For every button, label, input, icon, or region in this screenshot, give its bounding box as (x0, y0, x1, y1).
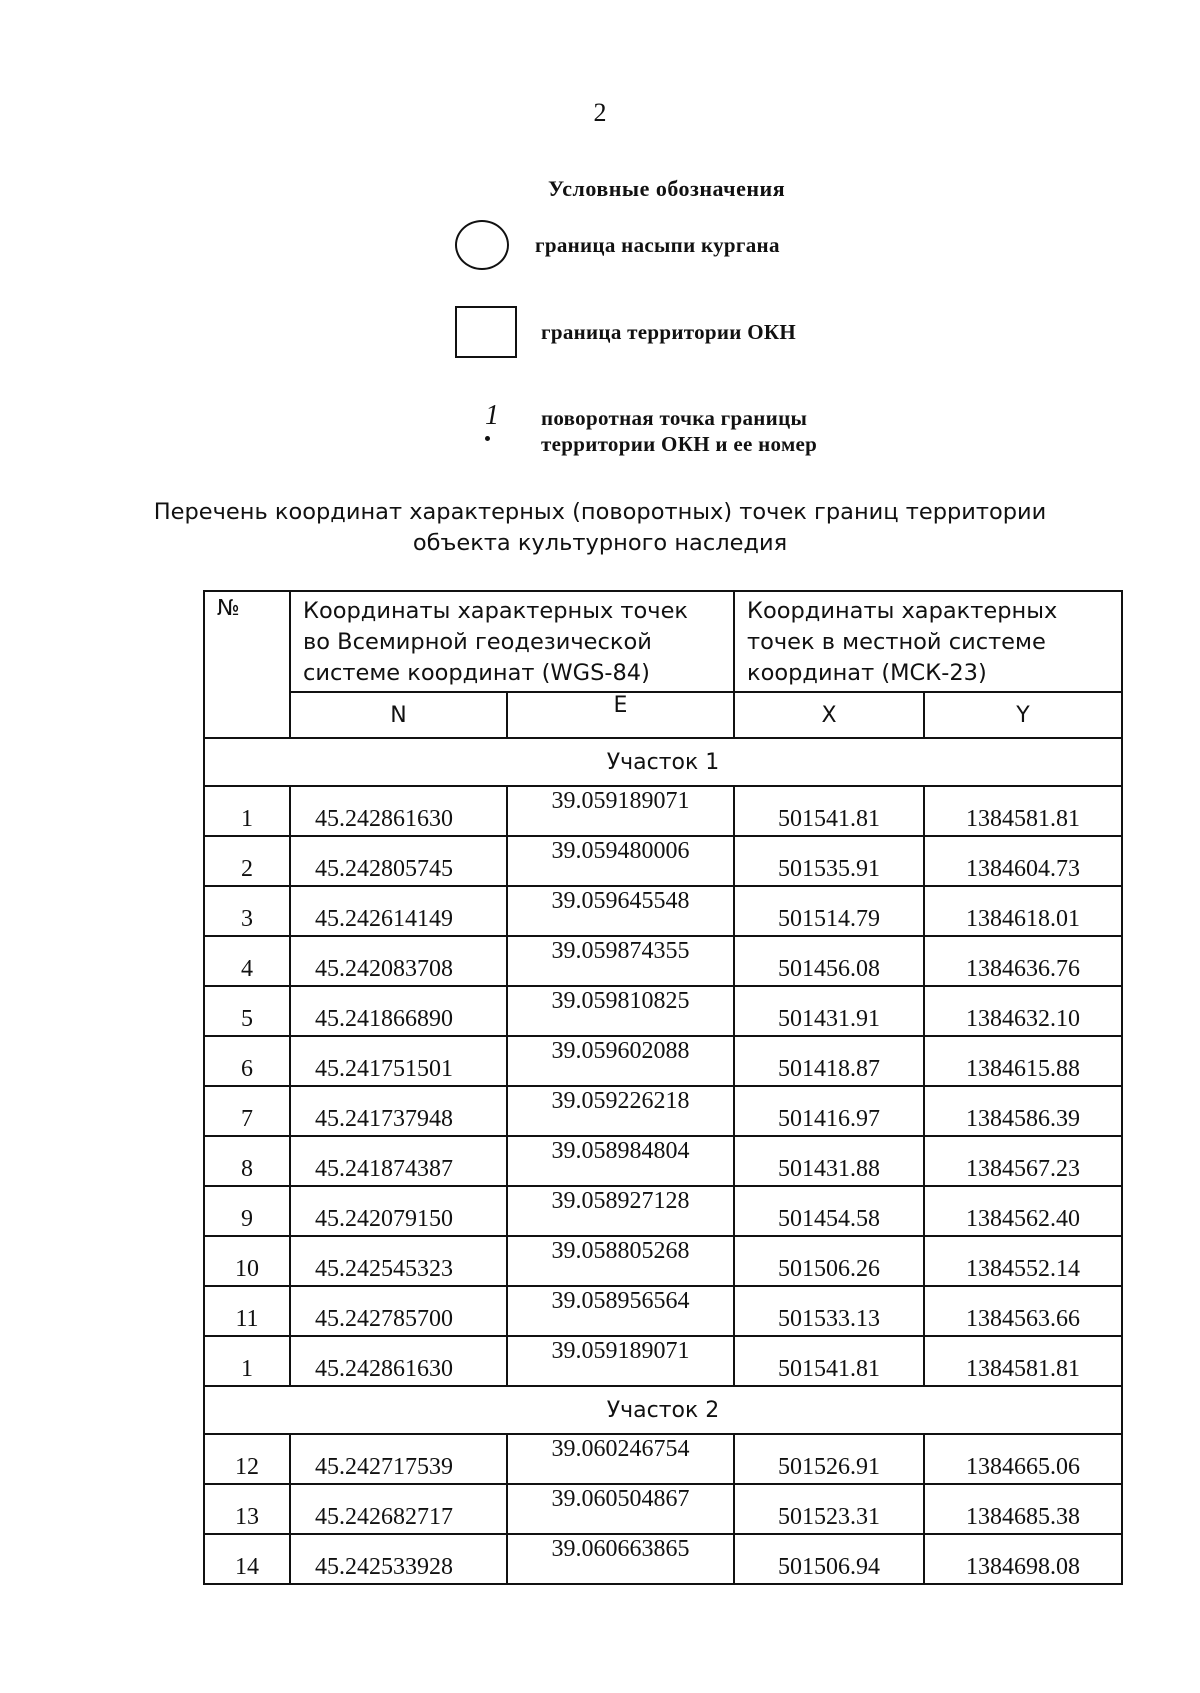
cell-y: 1384563.66 (924, 1286, 1122, 1336)
cell-point-number: 9 (204, 1186, 290, 1236)
table-row (204, 1484, 1122, 1534)
cell-e: 39.059810825 (507, 986, 734, 1036)
legend-label: граница насыпи кургана (535, 233, 780, 257)
cell-x: 501418.87 (734, 1036, 924, 1086)
cell-e: 39.060504867 (507, 1484, 734, 1534)
table-row (204, 1286, 1122, 1336)
header-line: Координаты характерных (747, 598, 1058, 624)
header-line: Координаты характерных точек (303, 598, 689, 624)
turning-point-symbol-icon (455, 400, 517, 456)
cell-point-number: 5 (204, 986, 290, 1036)
header-e: E (507, 692, 734, 738)
cell-point-number: 12 (204, 1434, 290, 1484)
cell-e: 39.059226218 (507, 1086, 734, 1136)
section-title: Участок 2 (204, 1386, 1122, 1434)
header-msk23 (734, 591, 1122, 692)
cell-x: 501523.31 (734, 1484, 924, 1534)
page-number: 2 (593, 98, 607, 127)
header-x: X (734, 692, 924, 738)
cell-point-number: 7 (204, 1086, 290, 1136)
cell-y: 1384604.73 (924, 836, 1122, 886)
symbol-number: 1 (485, 400, 499, 431)
cell-e: 39.058956564 (507, 1286, 734, 1336)
cell-y: 1384698.08 (924, 1534, 1122, 1584)
cell-point-number: 2 (204, 836, 290, 886)
table-subheader-row (204, 692, 1122, 738)
cell-e: 39.058927128 (507, 1186, 734, 1236)
cell-y: 1384665.06 (924, 1434, 1122, 1484)
cell-x: 501533.13 (734, 1286, 924, 1336)
legend-item-mound (455, 220, 780, 270)
cell-y: 1384636.76 (924, 936, 1122, 986)
cell-point-number: 1 (204, 1336, 290, 1386)
cell-e: 39.060246754 (507, 1434, 734, 1484)
cell-x: 501454.58 (734, 1186, 924, 1236)
cell-e: 39.059480006 (507, 836, 734, 886)
table-row (204, 886, 1122, 936)
header-line: во Всемирной геодезической (303, 629, 652, 655)
cell-n: 45.242785700 (290, 1286, 507, 1336)
cell-n: 45.242083708 (290, 936, 507, 986)
section-title: Участок 1 (204, 738, 1122, 786)
cell-n: 45.241737948 (290, 1086, 507, 1136)
legend-label: граница территории ОКН (541, 320, 797, 344)
header-wgs84 (290, 591, 734, 692)
cell-n: 45.242805745 (290, 836, 507, 886)
cell-n: 45.241751501 (290, 1036, 507, 1086)
legend-item-turning-point (455, 400, 818, 457)
table-row (204, 1136, 1122, 1186)
cell-n: 45.242545323 (290, 1236, 507, 1286)
header-number: № (204, 591, 290, 738)
cell-n: 45.241866890 (290, 986, 507, 1036)
cell-y: 1384552.14 (924, 1236, 1122, 1286)
cell-y: 1384586.39 (924, 1086, 1122, 1136)
cell-n: 45.242717539 (290, 1434, 507, 1484)
legend-title: Условные обозначения (548, 176, 786, 201)
cell-y: 1384632.10 (924, 986, 1122, 1036)
cell-e: 39.059189071 (507, 1336, 734, 1386)
cell-x: 501456.08 (734, 936, 924, 986)
list-title-line: Перечень координат характерных (поворотных) точек границ территории (153, 499, 1047, 525)
header-n: N (290, 692, 507, 738)
table-row (204, 986, 1122, 1036)
cell-y: 1384567.23 (924, 1136, 1122, 1186)
coordinates-table (203, 590, 1123, 1585)
cell-n: 45.241874387 (290, 1136, 507, 1186)
cell-point-number: 8 (204, 1136, 290, 1186)
cell-point-number: 14 (204, 1534, 290, 1584)
table-header-row (204, 591, 1122, 692)
cell-e: 39.058805268 (507, 1236, 734, 1286)
cell-y: 1384562.40 (924, 1186, 1122, 1236)
legend-label-line: территории ОКН и ее номер (541, 432, 818, 456)
cell-x: 501506.94 (734, 1534, 924, 1584)
cell-x: 501416.97 (734, 1086, 924, 1136)
cell-x: 501526.91 (734, 1434, 924, 1484)
cell-point-number: 3 (204, 886, 290, 936)
cell-e: 39.060663865 (507, 1534, 734, 1584)
table-row (204, 1434, 1122, 1484)
header-line: координат (МСК-23) (747, 660, 987, 686)
cell-x: 501541.81 (734, 786, 924, 836)
cell-x: 501535.91 (734, 836, 924, 886)
table-row (204, 786, 1122, 836)
cell-n: 45.242861630 (290, 1336, 507, 1386)
cell-x: 501541.81 (734, 1336, 924, 1386)
table-row (204, 1534, 1122, 1584)
cell-point-number: 13 (204, 1484, 290, 1534)
cell-x: 501506.26 (734, 1236, 924, 1286)
cell-point-number: 6 (204, 1036, 290, 1086)
legend-label-line: поворотная точка границы (541, 406, 808, 430)
table-row (204, 1086, 1122, 1136)
cell-e: 39.059189071 (507, 786, 734, 836)
cell-e: 39.059602088 (507, 1036, 734, 1086)
cell-point-number: 10 (204, 1236, 290, 1286)
legend-label (541, 405, 817, 457)
cell-n: 45.242682717 (290, 1484, 507, 1534)
square-symbol-icon (455, 306, 517, 358)
section-row (204, 1386, 1122, 1434)
cell-x: 501431.88 (734, 1136, 924, 1186)
cell-x: 501431.91 (734, 986, 924, 1036)
cell-n: 45.242614149 (290, 886, 507, 936)
header-line: системе координат (WGS-84) (303, 660, 650, 686)
cell-e: 39.059645548 (507, 886, 734, 936)
cell-e: 39.058984804 (507, 1136, 734, 1186)
section-row (204, 738, 1122, 786)
table-row (204, 1236, 1122, 1286)
cell-y: 1384618.01 (924, 886, 1122, 936)
cell-y: 1384581.81 (924, 786, 1122, 836)
cell-x: 501514.79 (734, 886, 924, 936)
table-row (204, 936, 1122, 986)
list-title (0, 497, 1200, 559)
cell-point-number: 1 (204, 786, 290, 836)
cell-e: 39.059874355 (507, 936, 734, 986)
cell-n: 45.242861630 (290, 786, 507, 836)
list-title-line: объекта культурного наследия (412, 530, 788, 556)
table-row (204, 1336, 1122, 1386)
header-line: точек в местной системе (747, 629, 1046, 655)
cell-point-number: 11 (204, 1286, 290, 1336)
circle-symbol-icon (455, 220, 509, 270)
table-row (204, 836, 1122, 886)
point-dot (485, 436, 490, 441)
legend-item-territory (455, 306, 796, 358)
cell-n: 45.242079150 (290, 1186, 507, 1236)
cell-n: 45.242533928 (290, 1534, 507, 1584)
cell-point-number: 4 (204, 936, 290, 986)
table-row (204, 1186, 1122, 1236)
cell-y: 1384581.81 (924, 1336, 1122, 1386)
cell-y: 1384615.88 (924, 1036, 1122, 1086)
cell-y: 1384685.38 (924, 1484, 1122, 1534)
header-y: Y (924, 692, 1122, 738)
table-row (204, 1036, 1122, 1086)
